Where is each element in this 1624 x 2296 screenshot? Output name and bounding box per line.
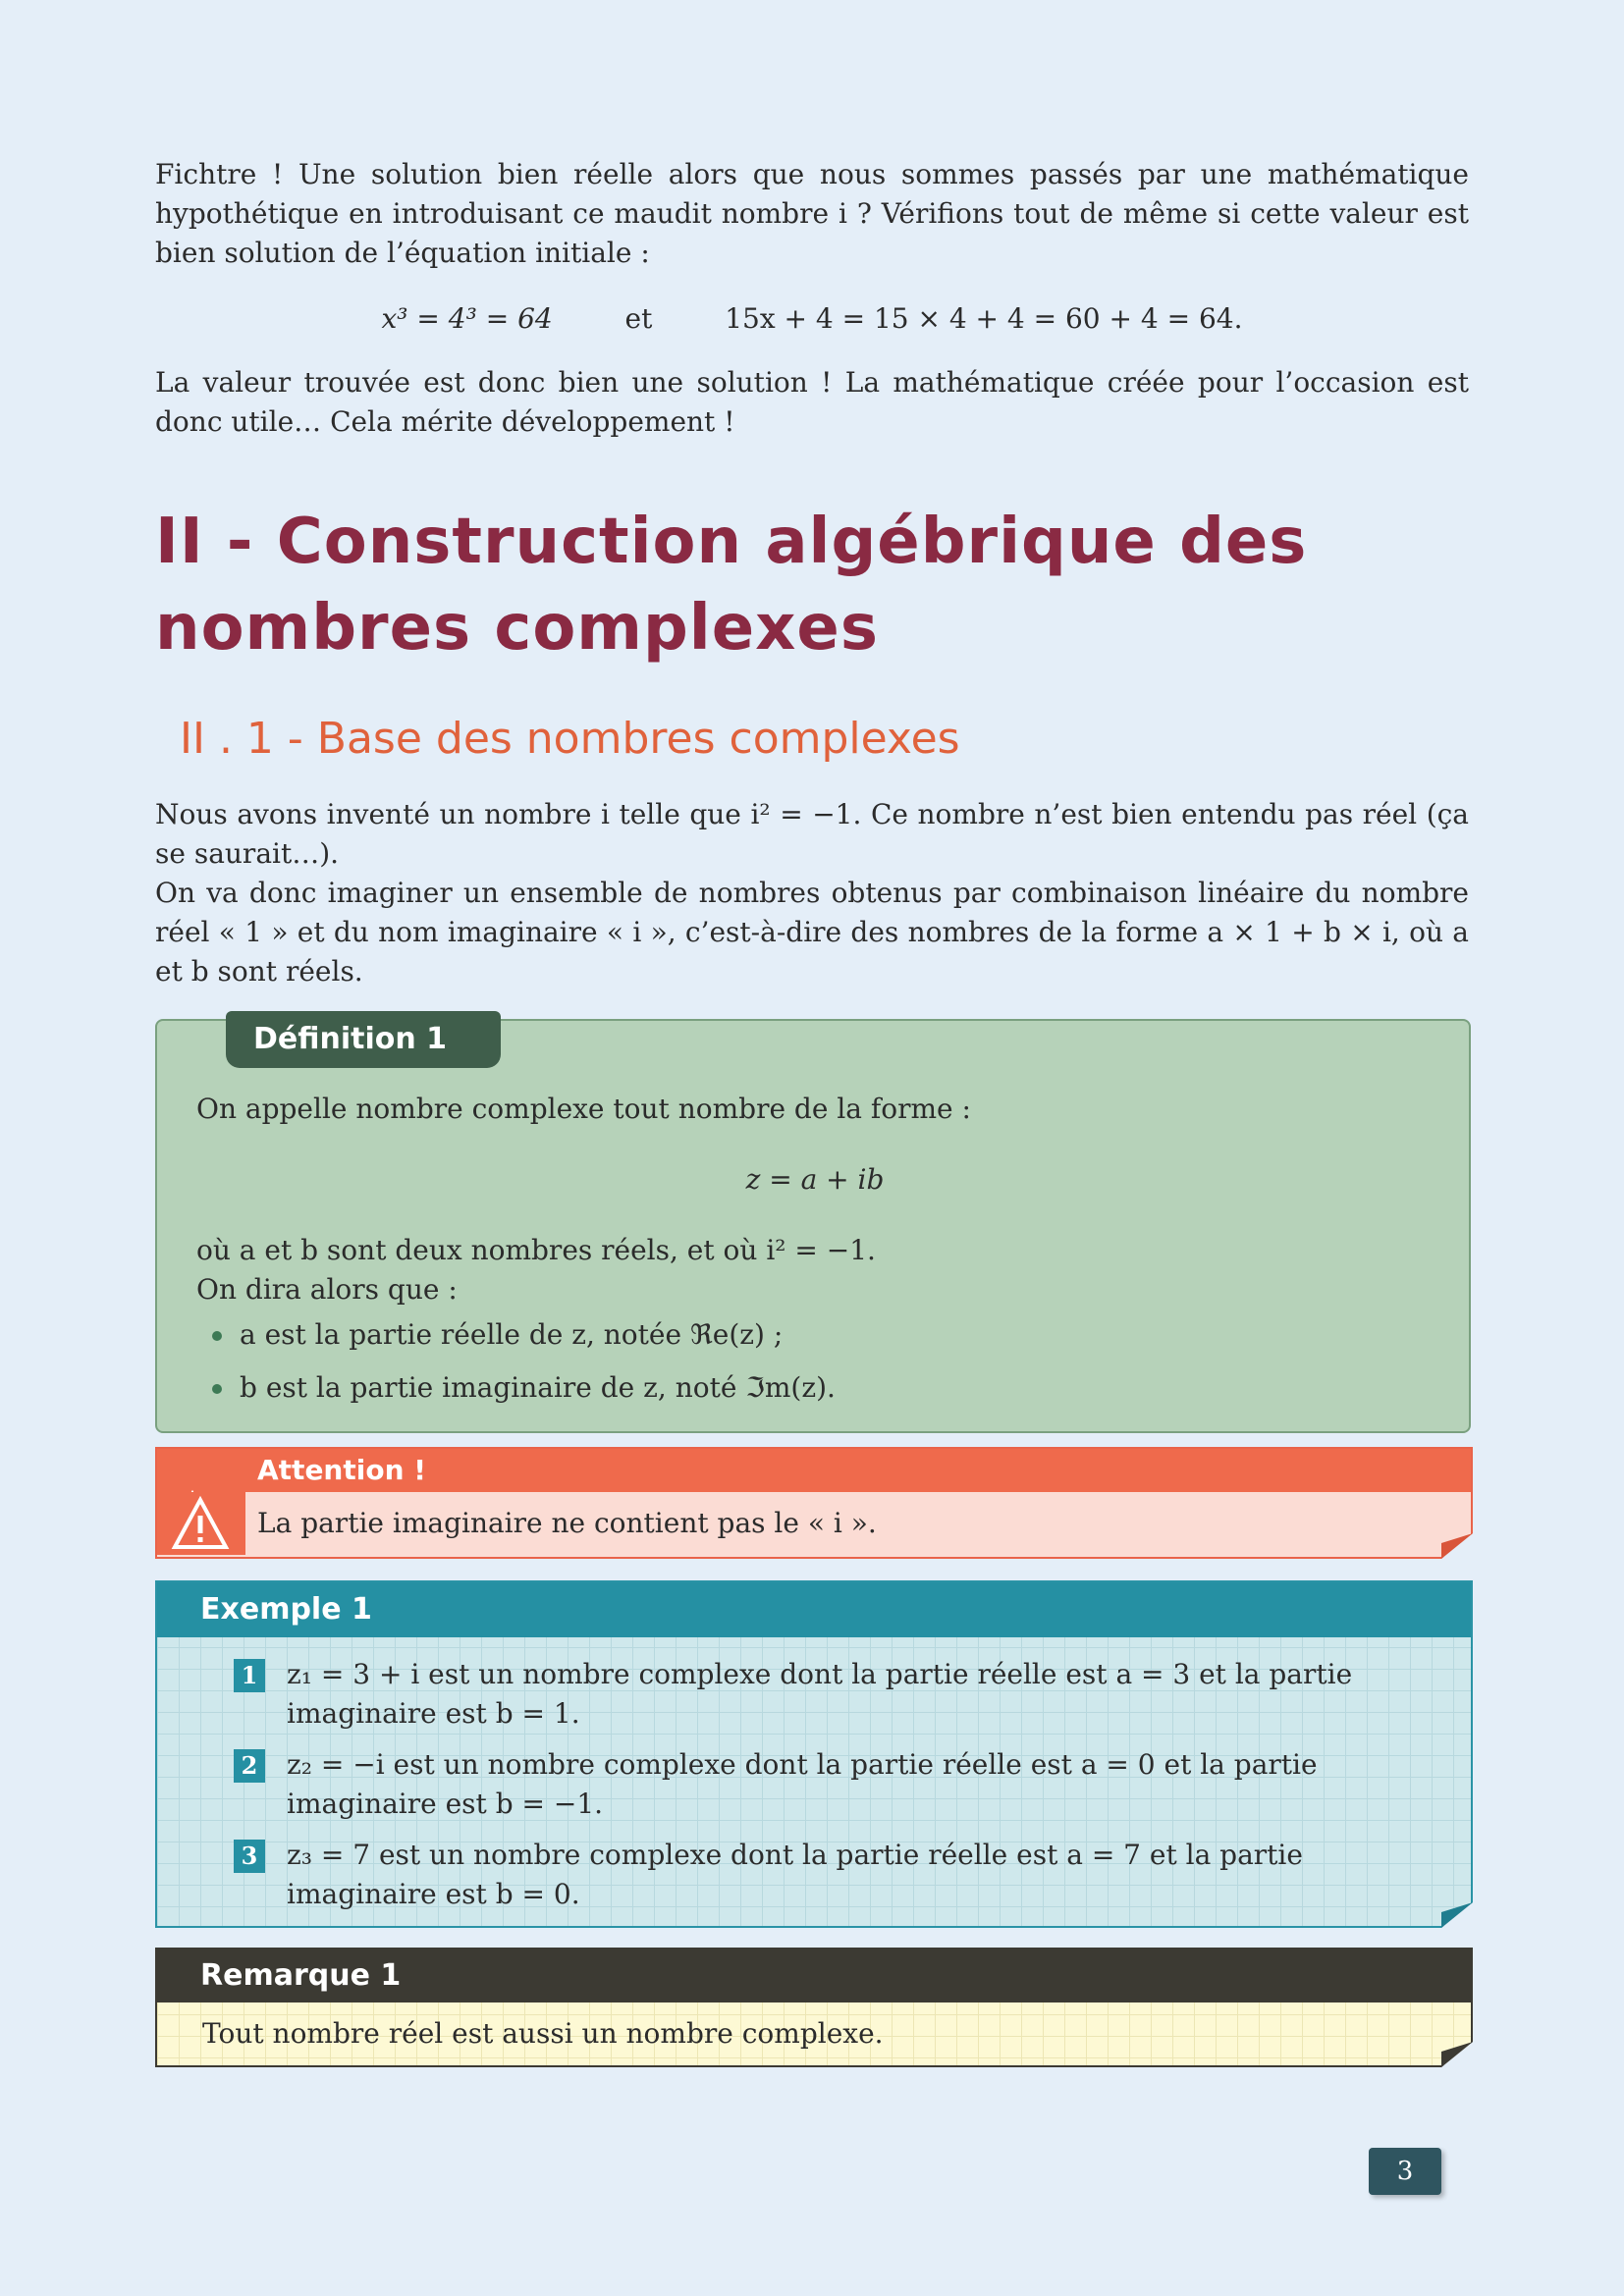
intro-paragraph-2: La valeur trouvée est donc bien une solution ! La mathématique créée pour l’occasion est donc utile… Cela mérite développement ! <box>155 366 1469 438</box>
example-item <box>234 1655 1432 1734</box>
section-title: II - Construction algébrique des nombres complexes <box>155 506 1308 665</box>
definition-bullet: b est la partie imaginaire de z, noté ℑm(z). <box>240 1368 1434 1408</box>
remark-label: Remarque 1 <box>157 1949 1471 2002</box>
section-body <box>155 795 1469 991</box>
example-item-number: 2 <box>234 1749 265 1783</box>
definition-label: Définition 1 <box>226 1011 501 1068</box>
definition-bullet: a est la partie réelle de z, notée ℜe(z) ; <box>240 1315 1434 1355</box>
equation-left: x³ = 4³ = 64 <box>381 302 553 335</box>
example-item <box>234 1745 1432 1824</box>
warning-icon <box>171 1494 230 1553</box>
example-item-text: z₁ = 3 + i est un nombre complexe dont la partie réelle est a = 3 et la partie imaginaire est b = 1. <box>287 1658 1353 1730</box>
verification-equation <box>155 299 1469 339</box>
example-item <box>234 1836 1432 1914</box>
intro-block-2 <box>155 363 1469 442</box>
definition-line-2: où a et b sont deux nombres réels, et où i² = −1. <box>196 1234 876 1266</box>
page-curl-icon <box>1441 1533 1473 1559</box>
definition-formula: z = a + ib <box>745 1163 885 1196</box>
example-label: Exemple 1 <box>157 1582 1471 1637</box>
page-number: 3 <box>1369 2148 1441 2195</box>
definition-content <box>196 1090 1434 1421</box>
example-item-number: 3 <box>234 1840 265 1873</box>
equation-and: et <box>624 302 653 335</box>
definition-bullet-list <box>196 1315 1434 1408</box>
example-box <box>155 1580 1473 1928</box>
attention-icon-panel <box>157 1492 245 1555</box>
attention-label: Attention ! <box>157 1449 1471 1492</box>
section-paragraph-2: On va donc imaginer un ensemble de nombres obtenus par combinaison linéaire du nombre réel « 1 » et du nom imaginaire « i », c’est-à-dire des nombres de la forme a × 1 + b × i, où a et b sont réels. <box>155 877 1469 988</box>
intro-paragraph-1: Fichtre ! Une solution bien réelle alors que nous sommes passés par une mathématique hypothétique en introduisant ce maudit nombre i ? Vérifions tout de même si cette valeur est bien solution de l’équation initiale : <box>155 158 1469 269</box>
definition-line-1: On appelle nombre complexe tout nombre de la forme : <box>196 1093 971 1125</box>
page-curl-icon <box>1441 1902 1473 1928</box>
definition-line-3: On dira alors que : <box>196 1273 458 1306</box>
attention-box <box>155 1447 1473 1559</box>
section-paragraph-1: Nous avons inventé un nombre i telle que i² = −1. Ce nombre n’est bien entendu pas réel (ça se saurait…). <box>155 798 1469 870</box>
intro-block <box>155 155 1469 273</box>
equation-right: 15x + 4 = 15 × 4 + 4 = 60 + 4 = 64. <box>725 302 1243 335</box>
attention-text: La partie imaginaire ne contient pas le « i ». <box>257 1507 877 1539</box>
definition-box <box>155 1019 1471 1433</box>
subsection-title: II . 1 - Base des nombres complexes <box>180 714 960 764</box>
example-item-text: z₂ = −i est un nombre complexe dont la partie réelle est a = 0 et la partie imaginaire est b = −1. <box>287 1748 1318 1820</box>
remark-text: Tout nombre réel est aussi un nombre complexe. <box>202 2017 884 2050</box>
page-curl-icon <box>1441 2042 1473 2067</box>
remark-box <box>155 1948 1473 2067</box>
example-item-text: z₃ = 7 est un nombre complexe dont la partie réelle est a = 7 et la partie imaginaire est b = 0. <box>287 1839 1303 1910</box>
example-item-number: 1 <box>234 1659 265 1692</box>
